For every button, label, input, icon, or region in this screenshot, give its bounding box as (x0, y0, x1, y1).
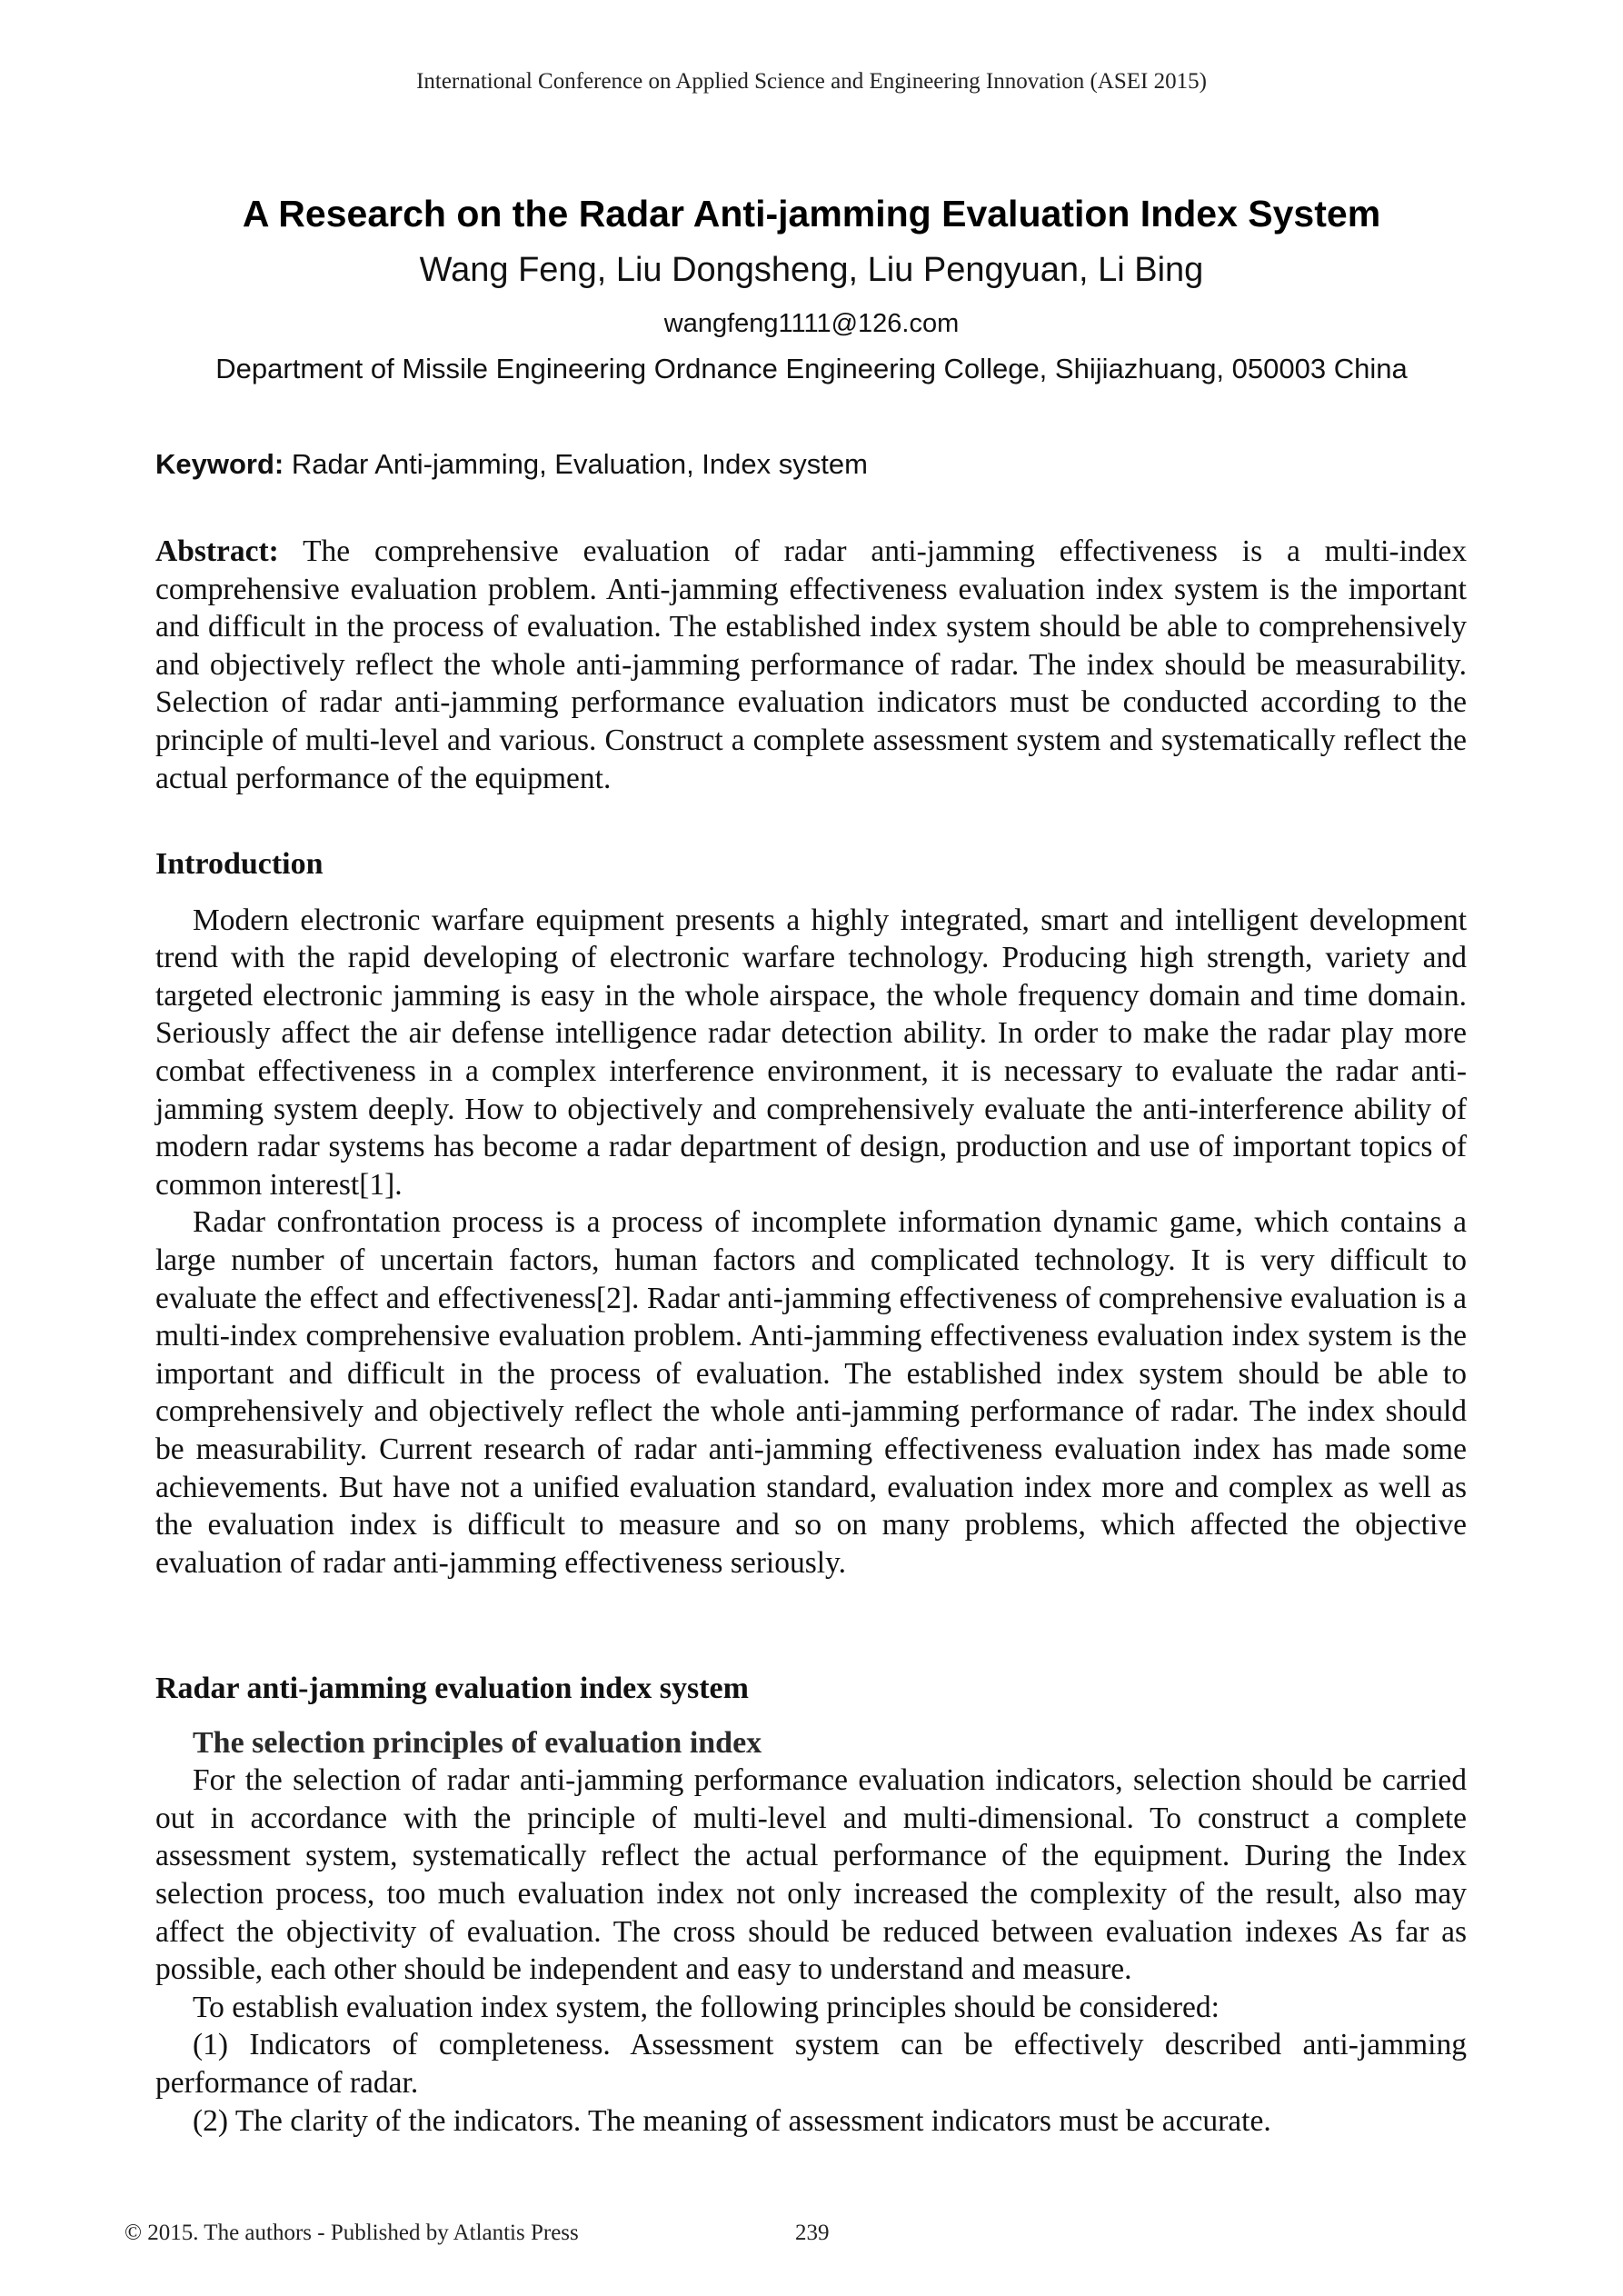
section-index-system (155, 1670, 1467, 2140)
paragraph: Radar confrontation process is a process of incomplete information dynamic game, which contains a large number of uncertain factors, human factors and complicated technology. It is very difficult to evaluate the effect and effectiveness[2]. Radar anti-jamming effectiveness of comprehensive evaluation is a multi-index comprehensive evaluation problem. Anti-jamming effectiveness evaluation index system is the important and difficult in the process of evaluation. The established index system should be able to comprehensively and objectively reflect the whole anti-jamming performance of radar. The index should be measurability. Current research of radar anti-jamming effectiveness evaluation index has made some achievements. But have not a unified evaluation standard, evaluation index more and complex as well as the evaluation index is difficult to measure and so on many problems, which affected the objective evaluation of radar anti-jamming effectiveness seriously. (155, 1205, 1467, 1580)
section-introduction (155, 845, 1467, 1582)
subsection-heading: The selection principles of evaluation index (193, 1725, 762, 1760)
paragraph: (2) The clarity of the indicators. The meaning of assessment indicators must be accurate. (193, 2103, 1271, 2138)
paragraph: Modern electronic warfare equipment presents a highly integrated, smart and intelligent development trend with the rapid developing of electronic warfare technology. Producing high strength, variety and targeted electronic jamming is easy in the whole airspace, the whole frequency domain and time domain. Seriously affect the air defense intelligence radar detection ability. In order to make the radar play more combat effectiveness in a complex interference environment, it is necessary to evaluate the radar anti-jamming system deeply. How to objectively and comprehensively evaluate the anti-interference ability of modern radar systems has become a radar department of design, production and use of important topics of common interest[1]. (155, 903, 1467, 1202)
abstract-text: The comprehensive evaluation of radar anti-jamming effectiveness is a multi-index comprehensive evaluation problem. Anti-jamming effectiveness evaluation index system is the important and difficult in the process of evaluation. The established index system should be able to comprehensively and objectively reflect the whole anti-jamming performance of radar. The index should be measurability. Selection of radar anti-jamming performance evaluation indicators must be conducted according to the principle of multi-level and various. Construct a complete assessment system and systematically reflect the actual performance of the equipment. (155, 534, 1467, 795)
abstract-label: Abstract: (155, 534, 279, 568)
author-email: wangfeng1111@126.com (663, 309, 960, 338)
paragraph: (1) Indicators of completeness. Assessment system can be effectively described anti-jamming performance of radar. (155, 2028, 1467, 2100)
author-list: Wang Feng, Liu Dongsheng, Liu Pengyuan, Li Bing (419, 251, 1204, 289)
copyright-notice: © 2015. The authors - Published by Atlantis Press (124, 2221, 579, 2245)
affiliation: Department of Missile Engineering Ordnance Engineering College, Shijiazhuang, 050003 China (215, 353, 1408, 384)
keywords (155, 445, 1467, 484)
page-footer (124, 2221, 1488, 2246)
section-heading: Introduction (155, 847, 324, 881)
paragraph: For the selection of radar anti-jamming performance evaluation indicators, selection should be carried out in accordance with the principle of multi-level and multi-dimensional. To construct a complete assessment system, systematically reflect the actual performance of the equipment. During the Index selection process, too much evaluation index not only increased the complexity of the result, also may affect the objectivity of evaluation. The cross should be reduced between evaluation indexes As far as possible, each other should be independent and easy to understand and measure. (155, 1763, 1467, 1987)
page-number: 239 (795, 2221, 830, 2245)
abstract (155, 533, 1467, 797)
keyword-label: Keyword: (155, 448, 284, 480)
paper-title: A Research on the Radar Anti-jamming Evaluation Index System (242, 193, 1381, 235)
paragraph: To establish evaluation index system, the following principles should be considered: (193, 1990, 1220, 2024)
section-heading: Radar anti-jamming evaluation index system (155, 1672, 749, 1705)
keyword-value: Radar Anti-jamming, Evaluation, Index system (284, 448, 868, 480)
running-header: International Conference on Applied Science and Engineering Innovation (ASEI 2015) (416, 69, 1207, 94)
